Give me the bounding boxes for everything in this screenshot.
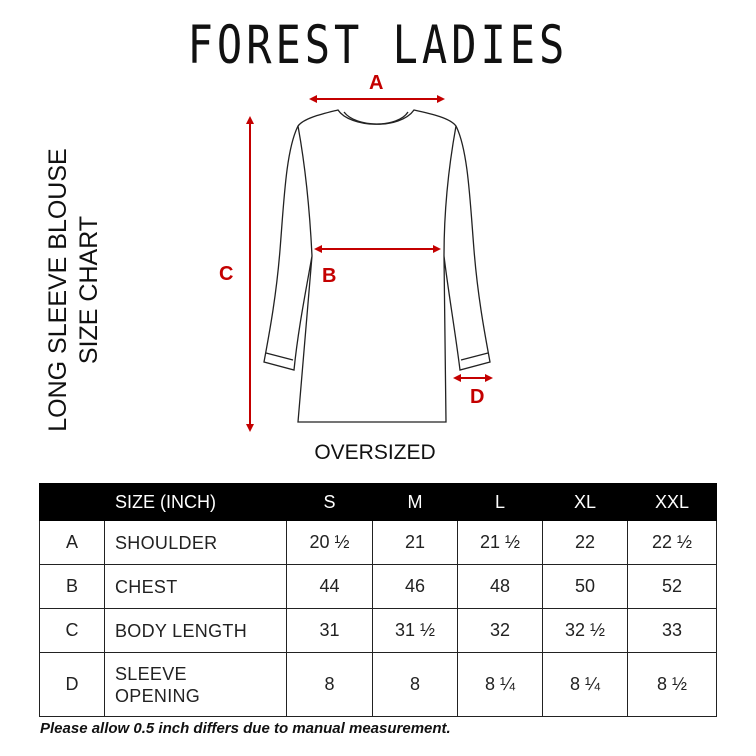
row-code: A: [40, 521, 105, 565]
cell: 8: [287, 653, 373, 717]
header-size: XL: [543, 484, 628, 521]
cell: 8 ½: [628, 653, 717, 717]
cell: 44: [287, 565, 373, 609]
row-code: D: [40, 653, 105, 717]
cell: 8 ¼: [458, 653, 543, 717]
table-header-row: [40, 484, 717, 521]
row-code: C: [40, 609, 105, 653]
header-size: L: [458, 484, 543, 521]
cell: 31: [287, 609, 373, 653]
table-row: [40, 565, 717, 609]
row-name-line2: OPENING: [115, 685, 201, 706]
cell: 32: [458, 609, 543, 653]
size-table: [39, 483, 717, 717]
cell: 52: [628, 565, 717, 609]
marker-a: A: [369, 72, 384, 94]
measurement-arrows: [250, 99, 489, 428]
cell: 22 ½: [628, 521, 717, 565]
chart-title-line1: LONG SLEEVE BLOUSE: [44, 148, 72, 432]
header-size: XXL: [628, 484, 717, 521]
table-row: [40, 609, 717, 653]
table-row: [40, 653, 717, 717]
brand-title: FOREST LADIES: [187, 14, 569, 76]
cell: 48: [458, 565, 543, 609]
marker-d: D: [470, 386, 485, 408]
fit-label: OVERSIZED: [314, 441, 436, 464]
row-name: BODY LENGTH: [105, 609, 287, 653]
header-size: S: [287, 484, 373, 521]
header-size: M: [373, 484, 458, 521]
cell: 32 ½: [543, 609, 628, 653]
cell: 50: [543, 565, 628, 609]
measurement-note: Please allow 0.5 inch differs due to manual measurement.: [40, 720, 451, 737]
cell: 46: [373, 565, 458, 609]
cell: 8 ¼: [543, 653, 628, 717]
row-name: [105, 653, 287, 717]
cell: 21 ½: [458, 521, 543, 565]
cell: 21: [373, 521, 458, 565]
row-name: CHEST: [105, 565, 287, 609]
cell: 8: [373, 653, 458, 717]
row-name: SHOULDER: [105, 521, 287, 565]
cell: 31 ½: [373, 609, 458, 653]
row-code: B: [40, 565, 105, 609]
marker-b: B: [322, 265, 337, 287]
marker-c: C: [219, 263, 234, 285]
cell: 22: [543, 521, 628, 565]
chart-title-line2: SIZE CHART: [75, 215, 103, 365]
cell: 33: [628, 609, 717, 653]
table-row: [40, 521, 717, 565]
header-code: [40, 484, 105, 521]
blouse-outline: [264, 110, 490, 422]
row-name-line1: SLEEVE: [115, 663, 187, 684]
cell: 20 ½: [287, 521, 373, 565]
header-label: SIZE (INCH): [105, 484, 287, 521]
